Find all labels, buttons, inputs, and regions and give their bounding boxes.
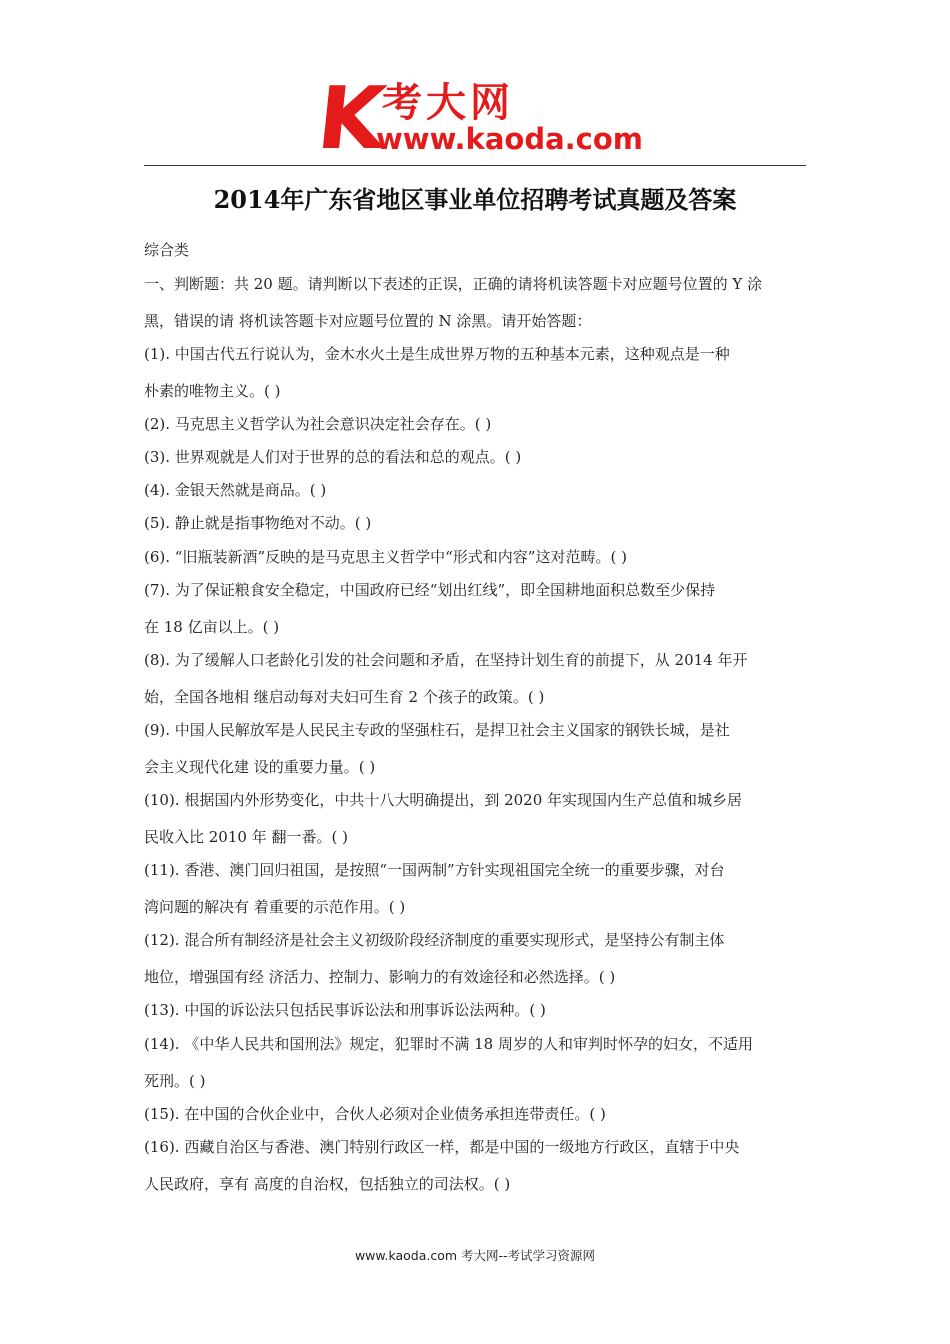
body-line: 民收入比 2010 年 翻一番。( )	[144, 828, 348, 846]
body-line: 黑，错误的请 将机读答题卡对应题号位置的 N 涂黑。请开始答题：	[144, 312, 592, 330]
section-label: 综合类	[144, 241, 190, 259]
body-line: (5). 静止就是指事物绝对不动。( )	[144, 514, 372, 532]
body-line: (7). 为了保证粮食安全稳定，中国政府已经“划出红线”，即全国耕地面积总数至少保持	[144, 581, 716, 599]
body-line: (14). 《中华人民共和国刑法》规定，犯罪时不满 18 周岁的人和审判时怀孕的妇女，不适用	[144, 1035, 753, 1053]
body-line: 在 18 亿亩以上。( )	[144, 618, 280, 636]
body-line: (4). 金银天然就是商品。( )	[144, 481, 327, 499]
logo-chinese-name: 考大网	[382, 80, 514, 126]
body-line: (6). “旧瓶装新酒”反映的是马克思主义哲学中“形式和内容”这对范畴。( )	[144, 548, 627, 566]
body-line: (13). 中国的诉讼法只包括民事诉讼法和刑事诉讼法两种。( )	[144, 1001, 546, 1019]
header-divider	[144, 165, 806, 166]
body-line: (10). 根据国内外形势变化，中共十八大明确提出，到 2020 年实现国内生产总值和城乡居	[144, 791, 743, 809]
document-title: 2014年广东省地区事业单位招聘考试真题及答案	[213, 185, 737, 214]
body-line: 朴素的唯物主义。( )	[144, 382, 281, 400]
body-line: (1). 中国古代五行说认为，金木水火土是生成世界万物的五种基本元素，这种观点是一种	[144, 345, 730, 363]
body-line: (12). 混合所有制经济是社会主义初级阶段经济制度的重要实现形式，是坚持公有制主体	[144, 931, 725, 949]
body-line: 地位，增强国有经 济活力、控制力、影响力的有效途径和必然选择。( )	[144, 968, 616, 986]
body-line: (9). 中国人民解放军是人民民主专政的坚强柱石，是捍卫社会主义国家的钢铁长城，是社	[144, 721, 730, 739]
body-line: 会主义现代化建 设的重要力量。( )	[144, 758, 376, 776]
body-line: 始，全国各地相 继启动每对夫妇可生育 2 个孩子的政策。( )	[144, 688, 545, 706]
body-line: (3). 世界观就是人们对于世界的总的看法和总的观点。( )	[144, 448, 522, 466]
body-line: (16). 西藏自治区与香港、澳门特别行政区一样，都是中国的一级地方行政区，直辖于中央	[144, 1138, 740, 1156]
body-line: 湾问题的解决有 着重要的示范作用。( )	[144, 898, 406, 916]
body-line: 死刑。( )	[144, 1072, 206, 1090]
kaoda-logo	[312, 69, 648, 169]
logo-mark: K	[312, 69, 390, 169]
body-line: 人民政府，享有 高度的自治权，包括独立的司法权。( )	[144, 1175, 511, 1193]
page-footer: www.kaoda.com 考大网--考试学习资源网	[354, 1248, 596, 1263]
body-line: (15). 在中国的合伙企业中，合伙人必须对企业债务承担连带责任。( )	[144, 1105, 606, 1123]
body-line: (11). 香港、澳门回归祖国，是按照“一国两制”方针实现祖国完全统一的重要步骤，对台	[144, 861, 725, 879]
body-line: (8). 为了缓解人口老龄化引发的社会问题和矛盾，在坚持计划生育的前提下，从 2014 年开	[144, 651, 748, 669]
logo-url: www.kaoda.com	[376, 122, 643, 156]
body-line: 一、判断题：共 20 题。请判断以下表述的正误，正确的请将机读答题卡对应题号位置的 Y 涂	[144, 275, 763, 293]
body-line: (2). 马克思主义哲学认为社会意识决定社会存在。( )	[144, 415, 492, 433]
